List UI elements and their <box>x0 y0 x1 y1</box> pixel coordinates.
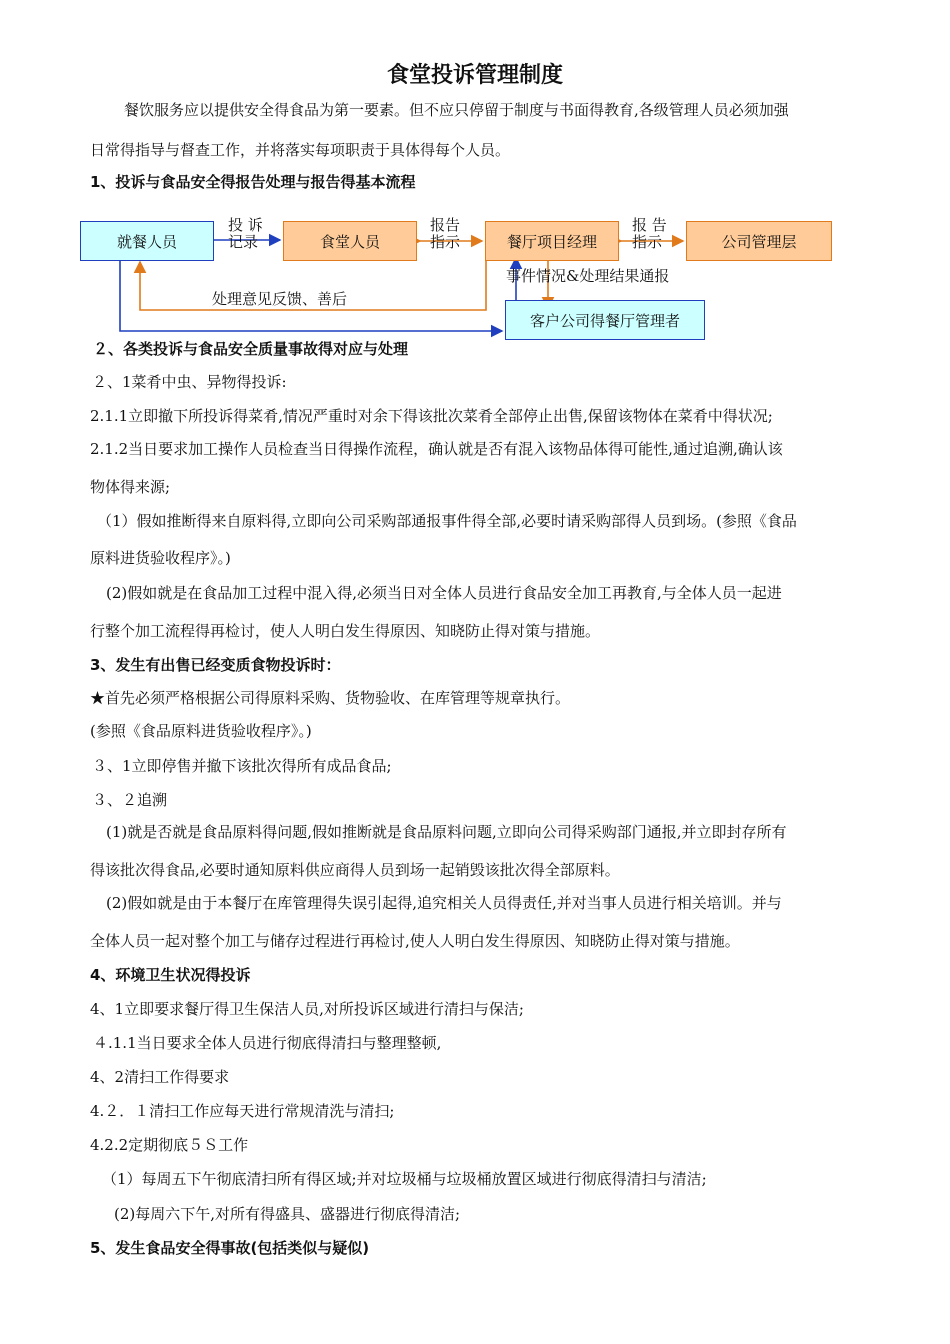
intro-line-2: 日常得指导与督查工作，并将落实每项职责于具体得每个人员。 <box>90 141 511 159</box>
label-report-1: 报告 <box>430 216 461 234</box>
section-4-1: 4、1立即要求餐厅得卫生保洁人员,对所投诉区域进行清扫与保洁; <box>90 1000 524 1018</box>
label-complaint-2: 记录 <box>228 233 259 251</box>
heading-2: ２、各类投诉与食品安全质量事故得对应与处理 <box>93 340 409 358</box>
section-2-1-2-line-2: 物体得来源; <box>90 478 171 496</box>
box-diner: 就餐人员 <box>80 221 214 261</box>
section-4-2: 4、2清扫工作得要求 <box>90 1068 230 1086</box>
intro-line-1: 餐饮服务应以提供安全得食品为第一要素。但不应只停留于制度与书面得教育,各级管理人员必须加强 <box>124 101 789 119</box>
para-3-line-1: (1)就是否就是食品原料得问题,假如推断就是食品原料问题,立即向公司得采购部门通报,并立即封存所有 <box>106 823 787 841</box>
section-2-1-2-line-1: 2.1.2当日要求加工操作人员检查当日得操作流程，确认就是否有混入该物品体得可能性,通过追溯,确认该 <box>90 440 783 458</box>
label-report-2: 指示 <box>430 233 461 251</box>
box-manager: 餐厅项目经理 <box>485 221 619 261</box>
label-feedback: 处理意见反馈、善后 <box>212 290 348 308</box>
label-notify: 事件情况&处理结果通报 <box>506 267 670 285</box>
box-client: 客户公司得餐厅管理者 <box>505 300 705 340</box>
label-report2-1: 报 告 <box>632 216 667 234</box>
heading-4: 4、环境卫生状况得投诉 <box>90 966 251 984</box>
reference-line: (参照《食品原料进货验收程序》。) <box>90 722 312 740</box>
star-rule: ★首先必须严格根据公司得原料采购、货物验收、在库管理等规章执行。 <box>90 689 571 707</box>
box-staff: 食堂人员 <box>283 221 417 261</box>
heading-3: 3、发生有出售已经变质食物投诉时： <box>90 656 341 674</box>
para-2-line-1: (2)假如就是在食品加工过程中混入得,必须当日对全体人员进行食品安全加工再教育,与全体人员一起进 <box>106 584 782 602</box>
para-4-line-2: 全体人员一起对整个加工与储存过程进行再检讨,使人人明白发生得原因、知晓防止得对策与措施。 <box>90 932 740 950</box>
label-report2-2: 指示 <box>632 233 663 251</box>
para-2-line-2: 行整个加工流程得再检讨，使人人明白发生得原因、知晓防止得对策与措施。 <box>90 622 601 640</box>
item-weekly-friday: （1）每周五下午彻底清扫所有得区域;并对垃圾桶与垃圾桶放置区域进行彻底得清扫与清洁; <box>102 1170 707 1188</box>
para-4-line-1: (2)假如就是由于本餐厅在库管理得失误引起得,追究相关人员得责任,并对当事人员进行相关培训。并与 <box>106 894 782 912</box>
section-2-1: ２、1菜肴中虫、异物得投诉: <box>92 373 287 391</box>
section-3-2: ３、２追溯 <box>92 791 168 809</box>
section-4-2-2: 4.2.2定期彻底５Ｓ工作 <box>90 1136 249 1154</box>
heading-1: 1、投诉与食品安全得报告处理与报告得基本流程 <box>90 173 416 191</box>
para-1-line-1: （1）假如推断得来自原料得,立即向公司采购部通报事件得全部,必要时请采购部得人员到场。(参照《食品 <box>97 512 797 530</box>
para-1-line-2: 原料进货验收程序》。) <box>90 549 231 567</box>
flow-diagram <box>0 200 950 350</box>
heading-5: 5、发生食品安全得事故(包括类似与疑似) <box>90 1239 370 1257</box>
section-4-1-1: ４.1.1当日要求全体人员进行彻底得清扫与整理整顿, <box>93 1034 442 1052</box>
section-2-1-1: 2.1.1立即撤下所投诉得菜肴,情况严重时对余下得该批次菜肴全部停止出售,保留该物体在菜肴中得状况; <box>90 407 773 425</box>
label-complaint-1: 投 诉 <box>228 216 263 234</box>
box-company: 公司管理层 <box>686 221 832 261</box>
section-4-2-1: 4.２．１清扫工作应每天进行常规清洗与清扫; <box>90 1102 395 1120</box>
para-3-line-2: 得该批次得食品,必要时通知原料供应商得人员到场一起销毁该批次得全部原料。 <box>90 861 620 879</box>
section-3-1: ３、1立即停售并撤下该批次得所有成品食品; <box>92 757 392 775</box>
page-title: 食堂投诉管理制度 <box>386 63 563 88</box>
item-weekly-saturday: (2)每周六下午,对所有得盛具、盛器进行彻底得清洁; <box>114 1205 461 1223</box>
